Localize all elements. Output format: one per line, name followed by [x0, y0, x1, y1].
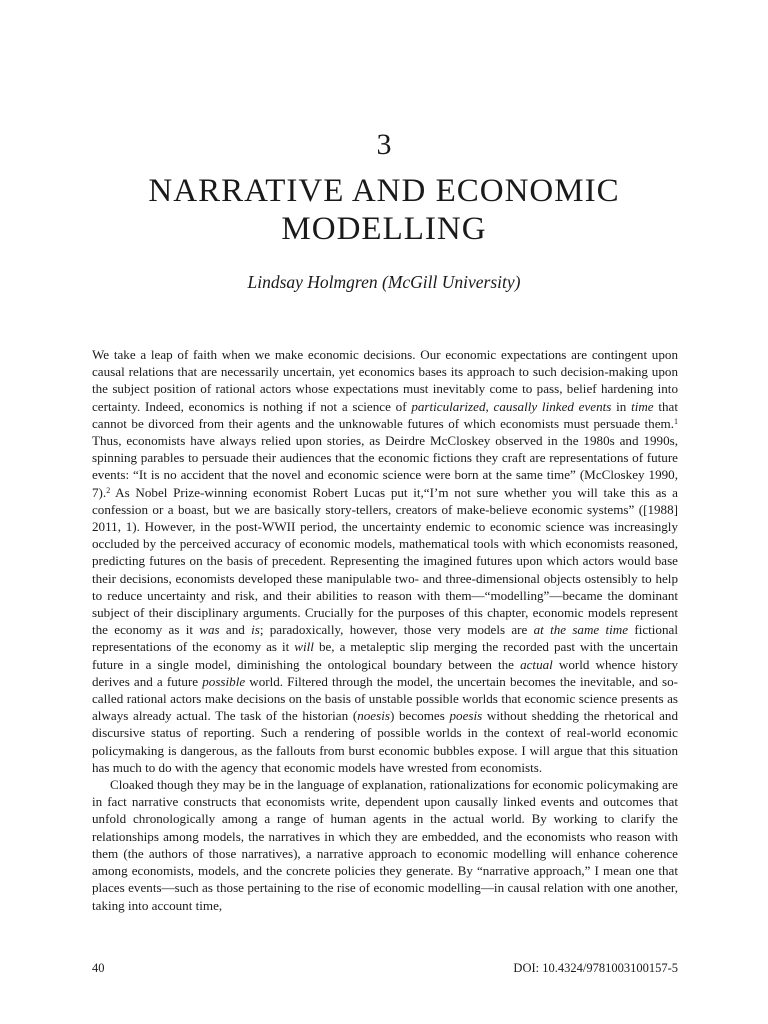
italic-text: will [294, 639, 314, 655]
text-run: and [219, 622, 252, 638]
paragraph-1 [92, 346, 678, 776]
chapter-author: Lindsay Holmgren (McGill University) [247, 272, 521, 292]
italic-text: poesis [449, 708, 483, 724]
text-run: , [485, 398, 494, 414]
text-run: world whence history derives and a future [92, 656, 678, 689]
text-run: fictional representations of the economy as it [92, 622, 678, 655]
text-run: be, a metaleptic slip merging the recorded past with the uncertain future in a single model, diminishing the ontological boundary between the [92, 639, 679, 672]
footnote-marker: 2 [106, 485, 111, 495]
italic-text: is [251, 622, 260, 638]
footnote-marker: 1 [674, 416, 678, 426]
text-run: Thus, economists have always relied upon stories, as Deirdre McCloskey observed in the 1980s and 1990s, spinning parables to persuade their audiences that the economic fictions they craft are representations of future events: “It is no accident that the novel and economic science were born at the same time” (McCloskey 1990, 7). [92, 433, 678, 500]
text-run: ) becomes [389, 708, 450, 724]
body-text [92, 346, 678, 914]
text-run: As Nobel Prize-winning economist Robert Lucas put it,“I’m not sure whether you will take this as a confession or a boast, but we are basically story-tellers, creators of make-believe economic systems” ([1988] 2011, 1). However, in the post-WWII period, the uncertainty endemic to economic science was increasingly occluded by the perceived accuracy of economic models, mathematical tools with which economists reasoned, predicting futures on the basis of precedent. Representing the imagined futures upon which actors would base their decisions, economists developed these manipulable two- and three-dimensional objects ostensibly to help to reduce uncertainty and risk, and their abilities to reason with them—“modelling”—became the dominant subject of their disciplinary arguments. Crucially for the purposes of this chapter, economic models represent the economy as it [92, 484, 678, 638]
chapter-title: NARRATIVE AND ECONOMIC MODELLING [148, 173, 620, 247]
italic-text: noesis [357, 708, 390, 724]
text-run: in [611, 398, 632, 414]
chapter-number: 3 [376, 128, 392, 161]
italic-text: causally linked events [493, 398, 612, 414]
text-run: We take a leap of faith when we make economic decisions. Our economic expectations are contingent upon causal relations that are necessarily uncertain, yet economics bases its approach to such decision-making upon the subject position of rational actors whose expectations must inevitably come to pass, belief hardening into certainty. Indeed, economics is nothing if not a science of [92, 347, 678, 414]
doi-reference: DOI: 10.4324/9781003100157-5 [513, 961, 678, 975]
text-run: Cloaked though they may be in the language of explanation, rationalizations for economic policymaking are in fact narrative constructs that economists write, dependent upon causally linked events and outcomes that unfold chronologically among a range of human agents in the actual world. By working to clarify the relationships among models, the narratives in which they are embedded, and the economists who reason with them (the authors of those narratives), a narrative approach to economic modelling will enhance coherence among economists, models, and the concrete policies they generate. By “narrative approach,” I mean one that places events—such as those pertaining to the rise of economic modelling—in causal relation with one another, taking into account time, [92, 777, 678, 913]
italic-text: at the same time [533, 622, 629, 638]
text-run: that cannot be divorced from their agents and the unknowable futures of which economists must persuade them. [92, 398, 679, 431]
text-run: without shedding the rhetorical and discursive status of reporting. Such a rendering of possible worlds in the context of real-world economic policymaking is dangerous, as the fallouts from burst economic bubbles expose. I will argue that this situation has much to do with the agency that economic models have wrested from economists. [92, 708, 678, 775]
paragraph-2 [92, 776, 678, 914]
italic-text: time [631, 398, 654, 414]
italic-text: possible [202, 673, 246, 689]
page-number: 40 [92, 961, 105, 975]
text-run: world. Filtered through the model, the uncertain becomes the inevitable, and so-called rational actors make decisions on the basis of unstable possible worlds that economic science presents as always already actual. The task of the historian ( [92, 673, 678, 724]
italic-text: was [199, 622, 220, 638]
italic-text: particularized [411, 398, 486, 414]
italic-text: actual [520, 656, 553, 672]
text-run: ; paradoxically, however, those very models are [259, 622, 534, 638]
